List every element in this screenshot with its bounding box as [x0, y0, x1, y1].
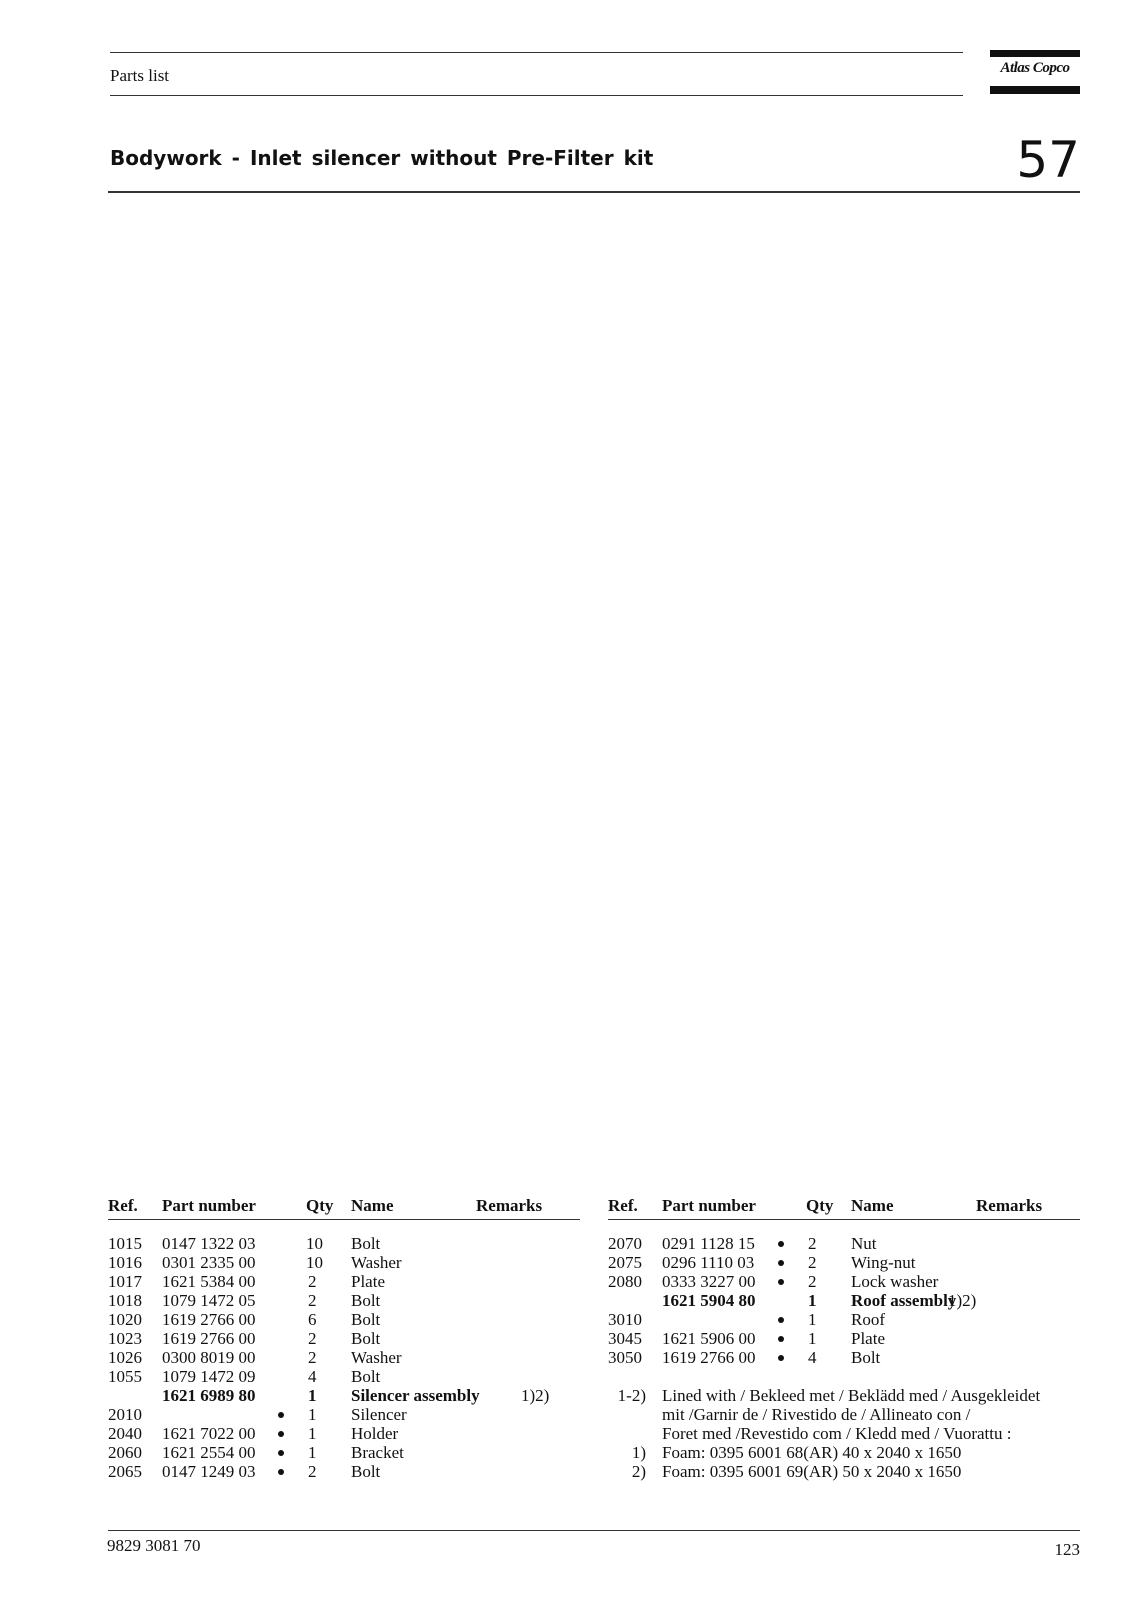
ref-cell: 2010: [108, 1405, 142, 1424]
note-key: 1-2): [617, 1386, 646, 1405]
section-title: Bodywork - Inlet silencer without Pre-Filter kit: [110, 146, 654, 170]
qty-cell: 1: [808, 1291, 817, 1310]
ref-cell: 3050: [608, 1348, 642, 1367]
part-number-cell: 1621 6989 80: [162, 1386, 256, 1405]
table-header-rule: [608, 1219, 1080, 1220]
ref-cell: 1023: [108, 1329, 142, 1348]
qty-cell: 1: [308, 1424, 317, 1443]
name-cell: Bolt: [351, 1367, 381, 1386]
part-number-cell: 1619 2766 00: [662, 1348, 756, 1367]
qty-cell: 2: [808, 1234, 817, 1253]
part-number-cell: 1619 2766 00: [162, 1329, 256, 1348]
name-cell: Bolt: [351, 1234, 381, 1253]
bullet-icon: [778, 1279, 784, 1285]
name-cell: Nut: [851, 1234, 877, 1253]
part-number-cell: 0147 1249 03: [162, 1462, 256, 1481]
qty-cell: 1: [808, 1329, 817, 1348]
part-number-cell: 0296 1110 03: [662, 1253, 755, 1272]
qty-cell: 1: [808, 1310, 817, 1329]
ref-cell: 1018: [108, 1291, 142, 1310]
name-cell: Bracket: [351, 1443, 404, 1462]
ref-cell: 1015: [108, 1234, 142, 1253]
qty-cell: 4: [308, 1367, 317, 1386]
qty-cell: 2: [308, 1329, 317, 1348]
ref-cell: 2075: [608, 1253, 642, 1272]
note-text: Foret med /Revestido com / Kledd med / Vuorattu :: [662, 1424, 1012, 1443]
footer-rule: [108, 1530, 1080, 1531]
qty-cell: 2: [308, 1272, 317, 1291]
col-qty: Qty: [806, 1196, 834, 1215]
name-cell: Bolt: [351, 1310, 381, 1329]
footer-doc-number: 9829 3081 70: [107, 1536, 201, 1555]
name-cell: Bolt: [351, 1329, 381, 1348]
col-name: Name: [851, 1196, 894, 1215]
remarks-cell: 1)2): [521, 1386, 550, 1405]
col-ref: Ref.: [608, 1196, 638, 1215]
ref-cell: 1020: [108, 1310, 142, 1329]
col-qty: Qty: [306, 1196, 334, 1215]
note-text: Lined with / Bekleed met / Beklädd med / Ausgekleidet: [662, 1386, 1041, 1405]
section-number: 57: [1016, 131, 1080, 189]
qty-cell: 2: [308, 1348, 317, 1367]
atlas-copco-logo: [990, 50, 1080, 94]
qty-cell: 2: [808, 1253, 817, 1272]
part-number-cell: 0147 1322 03: [162, 1234, 256, 1253]
name-cell: Washer: [351, 1253, 402, 1272]
bullet-icon: [778, 1317, 784, 1323]
part-number-cell: 1621 7022 00: [162, 1424, 256, 1443]
ref-cell: 2070: [608, 1234, 642, 1253]
bullet-icon: [278, 1412, 284, 1418]
ref-cell: 3010: [608, 1310, 642, 1329]
name-cell: Bolt: [351, 1291, 381, 1310]
part-number-cell: 0291 1128 15: [662, 1234, 755, 1253]
ref-cell: 1055: [108, 1367, 142, 1386]
doc-label: Parts list: [110, 66, 170, 85]
note-key: 2): [631, 1462, 646, 1481]
bullet-icon: [778, 1355, 784, 1361]
qty-cell: 2: [308, 1291, 317, 1310]
parts-table-left: [108, 1196, 580, 1496]
qty-cell: 1: [308, 1405, 317, 1424]
note-text: Foam: 0395 6001 68(AR) 40 x 2040 x 1650: [662, 1443, 962, 1462]
remarks-cell: 1)2): [948, 1291, 977, 1310]
part-number-cell: 1621 5384 00: [162, 1272, 256, 1291]
part-number-cell: 1619 2766 00: [162, 1310, 256, 1329]
qty-cell: 4: [808, 1348, 817, 1367]
name-cell: Roof assembly: [851, 1291, 957, 1310]
bullet-icon: [778, 1260, 784, 1266]
name-cell: Silencer: [351, 1405, 407, 1424]
col-remarks: Remarks: [976, 1196, 1043, 1215]
page-number: 123: [1054, 1540, 1080, 1559]
ref-cell: 2080: [608, 1272, 642, 1291]
col-name: Name: [351, 1196, 394, 1215]
part-number-cell: 1621 5904 80: [662, 1291, 756, 1310]
col-part-number: Part number: [662, 1196, 756, 1215]
ref-cell: 1026: [108, 1348, 142, 1367]
bullet-icon: [278, 1431, 284, 1437]
ref-cell: 1017: [108, 1272, 142, 1291]
ref-cell: 2040: [108, 1424, 142, 1443]
qty-cell: 6: [308, 1310, 317, 1329]
table-header-rule: [108, 1219, 580, 1220]
part-number-cell: 0301 2335 00: [162, 1253, 256, 1272]
header-rule-bottom: [110, 95, 963, 96]
name-cell: Roof: [851, 1310, 885, 1329]
qty-cell: 2: [808, 1272, 817, 1291]
name-cell: Washer: [351, 1348, 402, 1367]
name-cell: Bolt: [851, 1348, 881, 1367]
name-cell: Plate: [851, 1329, 885, 1348]
part-number-cell: 1079 1472 09: [162, 1367, 256, 1386]
col-remarks: Remarks: [476, 1196, 543, 1215]
ref-cell: 2065: [108, 1462, 142, 1481]
col-ref: Ref.: [108, 1196, 138, 1215]
bullet-icon: [278, 1450, 284, 1456]
part-number-cell: 1621 5906 00: [662, 1329, 756, 1348]
name-cell: Holder: [351, 1424, 399, 1443]
ref-cell: 1016: [108, 1253, 142, 1272]
bullet-icon: [778, 1241, 784, 1247]
logo-text: Atlas Copco: [1000, 60, 1070, 76]
qty-cell: 1: [308, 1386, 317, 1405]
header-rule-top: [110, 52, 963, 53]
bullet-icon: [778, 1336, 784, 1342]
qty-cell: 10: [306, 1253, 323, 1272]
qty-cell: 1: [308, 1443, 317, 1462]
col-part-number: Part number: [162, 1196, 256, 1215]
part-number-cell: 0300 8019 00: [162, 1348, 256, 1367]
parts-table-right: [608, 1196, 1080, 1496]
name-cell: Lock washer: [851, 1272, 939, 1291]
ref-cell: 3045: [608, 1329, 642, 1348]
name-cell: Wing-nut: [851, 1253, 916, 1272]
part-number-cell: 1079 1472 05: [162, 1291, 256, 1310]
name-cell: Silencer assembly: [351, 1386, 480, 1405]
part-number-cell: 0333 3227 00: [662, 1272, 756, 1291]
note-text: Foam: 0395 6001 69(AR) 50 x 2040 x 1650: [662, 1462, 962, 1481]
bullet-icon: [278, 1469, 284, 1475]
part-number-cell: 1621 2554 00: [162, 1443, 256, 1462]
note-key: 1): [631, 1443, 646, 1462]
note-text: mit /Garnir de / Rivestido de / Allineato con /: [662, 1405, 971, 1424]
ref-cell: 2060: [108, 1443, 142, 1462]
title-rule: [108, 191, 1080, 193]
name-cell: Plate: [351, 1272, 385, 1291]
qty-cell: 10: [306, 1234, 323, 1253]
name-cell: Bolt: [351, 1462, 381, 1481]
qty-cell: 2: [308, 1462, 317, 1481]
